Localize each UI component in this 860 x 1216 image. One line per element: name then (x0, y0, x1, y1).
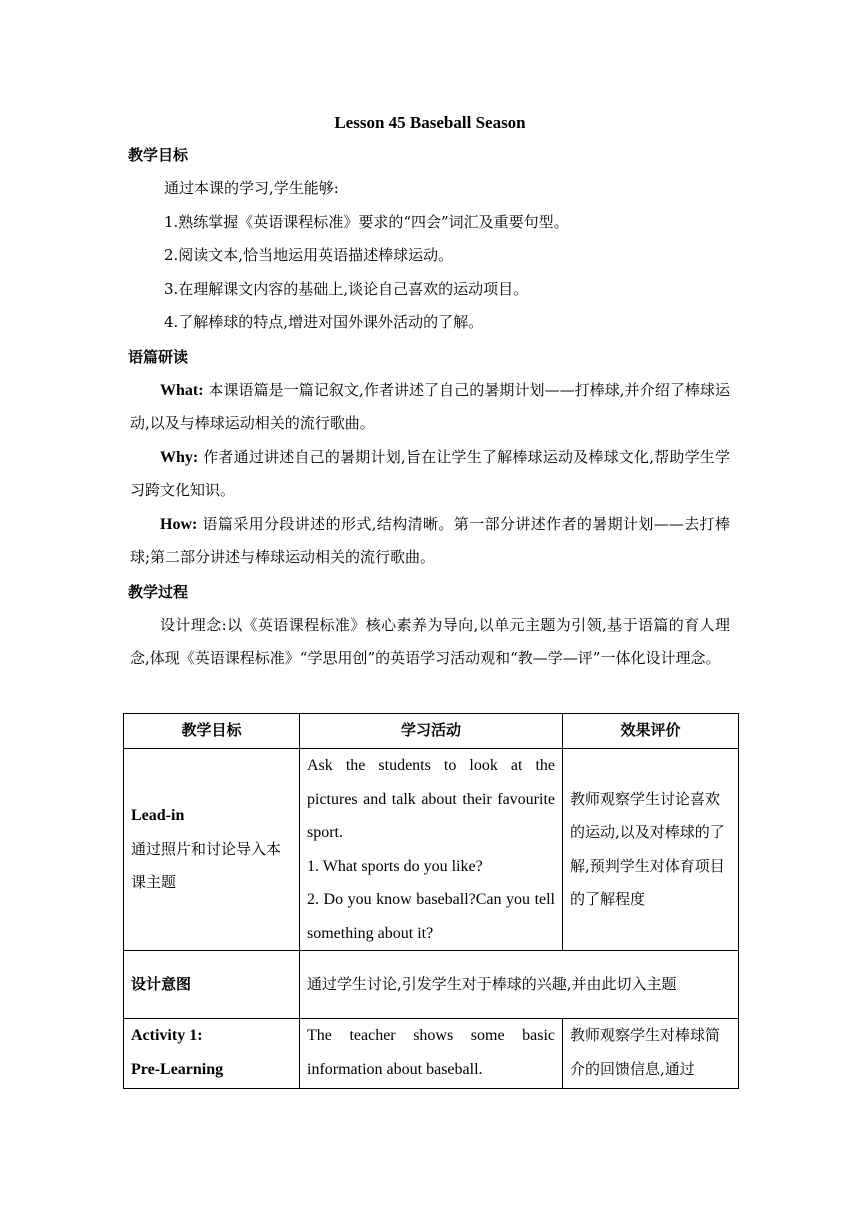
lead-in-label: Lead-in (131, 807, 185, 825)
analysis-what (130, 374, 730, 441)
how-text: 语篇采用分段讲述的形式,结构清晰。第一部分讲述作者的暑期计划——去打棒球;第二部分讲述与棒球运动相关的流行歌曲。 (130, 514, 730, 566)
how-label: How: (160, 515, 198, 533)
lesson-table (123, 713, 739, 1089)
process-heading: 教学过程 (128, 582, 189, 601)
analysis-heading: 语篇研读 (128, 347, 189, 366)
document-page (130, 108, 730, 676)
table-header-row (124, 714, 739, 749)
what-text: 本课语篇是一篇记叙文,作者讲述了自己的暑期计划——打棒球,并介绍了棒球运动,以及与棒球运动相关的流行歌曲。 (130, 380, 730, 432)
activity1-activity-cell: The teacher shows some basic information about baseball. (300, 1019, 563, 1089)
objectives-heading: 教学目标 (128, 146, 189, 164)
activity1-label-line1: Activity 1: (131, 1027, 203, 1044)
objectives-intro: 通过本课的学习,学生能够: (164, 179, 339, 197)
lead-in-evaluation-cell: 教师观察学生讨论喜欢的运动,以及对棒球的了解,预判学生对体育项目的了解程度 (563, 749, 739, 951)
why-text: 作者通过讲述自己的暑期计划,旨在让学生了解棒球运动及棒球文化,帮助学生学习跨文化知识。 (130, 447, 730, 499)
lead-in-goal-cell (124, 749, 300, 951)
intent-text-cell: 通过学生讨论,引发学生对于棒球的兴趣,并由此切入主题 (300, 951, 739, 1019)
header-evaluation: 效果评价 (563, 714, 739, 749)
lead-in-question-2: 2. Do you know baseball?Can you tell something about it? (307, 891, 555, 942)
header-activity: 学习活动 (300, 714, 563, 749)
analysis-why (130, 441, 730, 508)
lesson-title: Lesson 45 Baseball Season (334, 113, 526, 132)
lead-in-activity-cell (300, 749, 563, 951)
activity1-evaluation-cell: 教师观察学生对棒球简介的回馈信息,通过 (563, 1019, 739, 1089)
table-row (124, 749, 739, 951)
process-concept: 设计理念:以《英语课程标准》核心素养为导向,以单元主题为引领,基于语篇的育人理念,体现《英语课程标准》“学思用创”的英语学习活动观和“教—学—评”一体化设计理念。 (130, 615, 730, 667)
why-label: Why: (160, 448, 199, 466)
lead-in-question-1: 1. What sports do you like? (307, 857, 483, 875)
objective-item-4: 4.了解棒球的特点,增进对国外课外活动的了解。 (164, 313, 484, 331)
what-label: What: (160, 381, 204, 399)
activity1-label-line2: Pre-Learning (131, 1060, 224, 1078)
table-row (124, 951, 739, 1019)
analysis-how (130, 508, 730, 575)
header-goal: 教学目标 (124, 714, 300, 749)
objective-item-3: 3.在理解课文内容的基础上,谈论自己喜欢的运动项目。 (164, 279, 529, 298)
lead-in-activity-intro: Ask the students to look at the pictures and talk about their favourite sport. (307, 757, 555, 841)
table-row (124, 1019, 739, 1089)
lead-in-goal: 通过照片和讨论导入本课主题 (131, 839, 282, 892)
objective-item-1: 1.熟练掌握《英语课程标准》要求的“四会”词汇及重要句型。 (164, 212, 569, 231)
intent-label-cell: 设计意图 (124, 951, 300, 1019)
activity1-goal-cell (124, 1019, 300, 1089)
objective-item-2: 2.阅读文本,恰当地运用英语描述棒球运动。 (164, 246, 454, 264)
